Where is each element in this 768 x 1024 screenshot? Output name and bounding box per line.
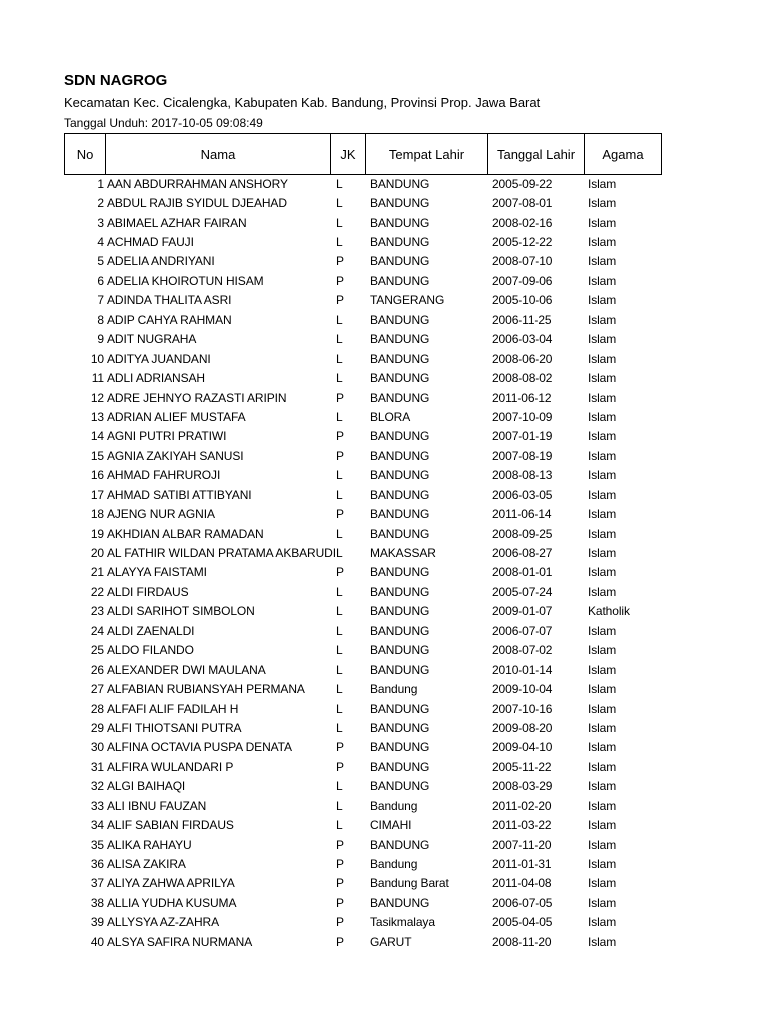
cell-gender: L: [335, 332, 343, 347]
cell-birthdate: 2005-04-05: [491, 915, 553, 930]
cell-name: ADRIAN ALIEF MUSTAFA: [107, 409, 246, 424]
header-no: No: [65, 134, 106, 175]
cell-no: 11: [91, 371, 104, 386]
cell-no: 4: [97, 235, 104, 250]
cell-gender: P: [335, 876, 344, 891]
cell-birthplace: BANDUNG: [369, 720, 430, 735]
cell-birthdate: 2005-07-24: [491, 584, 553, 599]
cell-birthplace: BANDUNG: [369, 215, 430, 230]
cell-no: 19: [90, 526, 104, 541]
table-row: [64, 874, 664, 893]
cell-gender: P: [335, 565, 344, 580]
table-row: [64, 466, 664, 485]
cell-gender: L: [335, 623, 343, 638]
cell-gender: P: [335, 934, 344, 949]
cell-no: 39: [90, 915, 104, 930]
cell-religion: Islam: [587, 351, 617, 366]
table-row: [64, 310, 664, 329]
table-row: [64, 504, 664, 523]
cell-gender: P: [335, 915, 344, 930]
cell-no: 33: [90, 798, 104, 813]
cell-religion: Islam: [587, 215, 617, 230]
cell-gender: P: [335, 254, 344, 269]
table-row: [64, 368, 664, 387]
cell-no: 10: [90, 351, 104, 366]
cell-name: ADIT NUGRAHA: [107, 332, 197, 347]
cell-birthdate: 2007-08-19: [491, 448, 553, 463]
cell-name: ALFIRA WULANDARI P: [107, 759, 234, 774]
cell-religion: Islam: [587, 390, 617, 405]
cell-birthplace: BANDUNG: [369, 895, 430, 910]
table-row: [64, 621, 664, 640]
cell-birthdate: 2011-03-22: [491, 818, 552, 833]
cell-religion: Islam: [587, 468, 617, 483]
cell-birthplace: BLORA: [369, 409, 411, 424]
cell-birthdate: 2011-04-08: [491, 876, 552, 891]
table-row: [64, 835, 664, 854]
cell-gender: P: [335, 507, 344, 522]
cell-no: 3: [97, 215, 104, 230]
school-location: Kecamatan Kec. Cicalengka, Kabupaten Kab. Bandung, Provinsi Prop. Jawa Barat: [64, 95, 541, 110]
cell-birthdate: 2007-11-20: [491, 837, 552, 852]
cell-birthdate: 2007-08-01: [491, 196, 553, 211]
cell-gender: L: [335, 779, 343, 794]
cell-gender: L: [335, 312, 343, 327]
cell-no: 29: [90, 720, 104, 735]
cell-birthdate: 2008-07-02: [491, 643, 553, 658]
cell-no: 30: [90, 740, 104, 755]
cell-religion: Katholik: [587, 604, 630, 619]
cell-birthdate: 2009-08-20: [491, 720, 553, 735]
cell-no: 9: [97, 332, 104, 347]
cell-gender: L: [335, 526, 343, 541]
cell-name: ALIYA ZAHWA APRILYA: [107, 876, 235, 891]
student-rows: [64, 174, 664, 952]
cell-birthdate: 2008-03-29: [491, 779, 553, 794]
cell-birthdate: 2005-09-22: [491, 176, 553, 191]
cell-birthplace: BANDUNG: [369, 759, 430, 774]
cell-no: 14: [90, 429, 104, 444]
cell-no: 34: [90, 818, 104, 833]
cell-gender: P: [335, 740, 344, 755]
table-row: [64, 291, 664, 310]
cell-birthdate: 2007-09-06: [491, 273, 553, 288]
cell-birthdate: 2008-06-20: [491, 351, 553, 366]
cell-birthdate: 2008-01-01: [491, 565, 553, 580]
cell-no: 40: [90, 934, 104, 949]
cell-name: ALSYA SAFIRA NURMANA: [107, 934, 253, 949]
cell-gender: P: [335, 293, 344, 308]
cell-no: 1: [97, 176, 104, 191]
table-row: [64, 854, 664, 873]
cell-no: 23: [90, 604, 104, 619]
cell-birthplace: BANDUNG: [369, 371, 430, 386]
cell-name: ALAYYA FAISTAMI: [107, 565, 207, 580]
cell-birthplace: BANDUNG: [369, 196, 430, 211]
cell-no: 35: [90, 837, 104, 852]
header-gender: JK: [331, 134, 366, 175]
cell-gender: L: [335, 409, 343, 424]
cell-gender: L: [335, 351, 343, 366]
cell-religion: Islam: [587, 565, 617, 580]
cell-gender: L: [335, 604, 343, 619]
cell-name: AGNIA ZAKIYAH SANUSI: [107, 448, 244, 463]
cell-religion: Islam: [587, 915, 617, 930]
cell-gender: L: [335, 798, 343, 813]
cell-religion: Islam: [587, 759, 617, 774]
cell-gender: P: [335, 857, 344, 872]
header-religion: Agama: [585, 134, 662, 175]
cell-no: 26: [90, 662, 104, 677]
cell-birthplace: BANDUNG: [369, 448, 430, 463]
cell-birthdate: 2008-08-02: [491, 371, 553, 386]
cell-gender: L: [335, 487, 343, 502]
cell-religion: Islam: [587, 584, 617, 599]
cell-religion: Islam: [587, 701, 617, 716]
cell-religion: Islam: [587, 720, 617, 735]
table-row: [64, 524, 664, 543]
cell-name: ALEXANDER DWI MAULANA: [107, 662, 266, 677]
cell-birthdate: 2008-02-16: [491, 215, 553, 230]
cell-gender: L: [335, 215, 343, 230]
table-row: [64, 893, 664, 912]
cell-birthplace: BANDUNG: [369, 604, 430, 619]
cell-religion: Islam: [587, 176, 617, 191]
table-row: [64, 174, 664, 193]
table-row: [64, 718, 664, 737]
table-row: [64, 777, 664, 796]
cell-name: AAN ABDURRAHMAN ANSHORY: [107, 176, 288, 191]
cell-birthplace: BANDUNG: [369, 584, 430, 599]
cell-religion: Islam: [587, 507, 617, 522]
cell-birthdate: 2008-11-20: [491, 934, 552, 949]
cell-birthdate: 2011-06-12: [491, 390, 552, 405]
cell-birthplace: BANDUNG: [369, 235, 430, 250]
cell-birthplace: BANDUNG: [369, 254, 430, 269]
table-row: [64, 815, 664, 834]
table-row: [64, 641, 664, 660]
cell-name: ALDI FIRDAUS: [107, 584, 189, 599]
table-row: [64, 699, 664, 718]
table-row: [64, 232, 664, 251]
header-birthdate: Tanggal Lahir: [488, 134, 585, 175]
header-name: Nama: [106, 134, 331, 175]
cell-name: ADIP CAHYA RAHMAN: [107, 312, 232, 327]
cell-name: ADLI ADRIANSAH: [107, 371, 205, 386]
cell-birthplace: CIMAHI: [369, 818, 412, 833]
cell-name: AGNI PUTRI PRATIWI: [107, 429, 227, 444]
cell-no: 13: [90, 409, 104, 424]
cell-religion: Islam: [587, 546, 617, 561]
cell-birthplace: BANDUNG: [369, 662, 430, 677]
cell-name: ALLYSYA AZ-ZAHRA: [107, 915, 219, 930]
cell-gender: L: [335, 546, 343, 561]
cell-gender: P: [335, 448, 344, 463]
cell-gender: P: [335, 837, 344, 852]
cell-religion: Islam: [587, 429, 617, 444]
cell-birthplace: BANDUNG: [369, 273, 430, 288]
cell-gender: P: [335, 273, 344, 288]
cell-religion: Islam: [587, 740, 617, 755]
table-row: [64, 252, 664, 271]
cell-birthplace: Bandung Barat: [369, 876, 449, 891]
table-row: [64, 932, 664, 951]
cell-gender: L: [335, 196, 343, 211]
table-row: [64, 193, 664, 212]
cell-gender: L: [335, 662, 343, 677]
cell-religion: Islam: [587, 779, 617, 794]
cell-no: 12: [90, 390, 104, 405]
cell-name: ABIMAEL AZHAR FAIRAN: [107, 215, 247, 230]
cell-religion: Islam: [587, 293, 617, 308]
cell-name: ALFINA OCTAVIA PUSPA DENATA: [107, 740, 292, 755]
cell-name: ACHMAD FAUJI: [107, 235, 194, 250]
cell-no: 27: [90, 682, 104, 697]
cell-no: 7: [97, 293, 104, 308]
cell-birthdate: 2009-04-10: [491, 740, 553, 755]
cell-birthdate: 2005-12-22: [491, 235, 553, 250]
cell-birthdate: 2008-08-13: [491, 468, 553, 483]
cell-religion: Islam: [587, 643, 617, 658]
cell-birthdate: 2011-02-20: [491, 798, 552, 813]
cell-name: AJENG NUR AGNIA: [107, 507, 215, 522]
cell-birthdate: 2011-01-31: [491, 857, 552, 872]
table-row: [64, 738, 664, 757]
cell-birthplace: BANDUNG: [369, 701, 430, 716]
cell-no: 16: [90, 468, 104, 483]
cell-religion: Islam: [587, 876, 617, 891]
table-row: [64, 388, 664, 407]
cell-name: ADELIA ANDRIYANI: [107, 254, 215, 269]
cell-birthplace: BANDUNG: [369, 779, 430, 794]
cell-religion: Islam: [587, 371, 617, 386]
cell-birthplace: BANDUNG: [369, 507, 430, 522]
cell-gender: L: [335, 468, 343, 483]
cell-name: ALLIA YUDHA KUSUMA: [107, 895, 237, 910]
cell-birthplace: BANDUNG: [369, 526, 430, 541]
cell-birthdate: 2008-07-10: [491, 254, 553, 269]
cell-birthplace: BANDUNG: [369, 623, 430, 638]
cell-gender: L: [335, 682, 343, 697]
table-row: [64, 563, 664, 582]
cell-religion: Islam: [587, 235, 617, 250]
table-row: [64, 602, 664, 621]
cell-birthplace: Tasikmalaya: [369, 915, 435, 930]
cell-birthdate: 2006-08-27: [491, 546, 553, 561]
cell-birthdate: 2006-07-07: [491, 623, 553, 638]
cell-birthplace: BANDUNG: [369, 176, 430, 191]
cell-birthdate: 2006-03-04: [491, 332, 553, 347]
cell-birthplace: BANDUNG: [369, 487, 430, 502]
table-row: [64, 543, 664, 562]
cell-birthdate: 2010-01-14: [491, 662, 553, 677]
table-row: [64, 679, 664, 698]
cell-name: ADINDA THALITA ASRI: [107, 293, 232, 308]
cell-gender: P: [335, 429, 344, 444]
cell-birthplace: BANDUNG: [369, 351, 430, 366]
cell-name: AKHDIAN ALBAR RAMADAN: [107, 526, 264, 541]
cell-no: 21: [90, 565, 104, 580]
cell-religion: Islam: [587, 487, 617, 502]
cell-no: 24: [90, 623, 104, 638]
cell-name: ALIF SABIAN FIRDAUS: [107, 818, 234, 833]
cell-religion: Islam: [587, 332, 617, 347]
cell-no: 20: [90, 546, 104, 561]
cell-birthplace: BANDUNG: [369, 312, 430, 327]
table-row: [64, 582, 664, 601]
cell-religion: Islam: [587, 448, 617, 463]
cell-birthplace: Bandung: [369, 798, 418, 813]
cell-name: ALFI THIOTSANI PUTRA: [107, 720, 242, 735]
cell-gender: L: [335, 818, 343, 833]
cell-religion: Islam: [587, 273, 617, 288]
cell-birthdate: 2007-10-16: [491, 701, 553, 716]
cell-name: ALFAFI ALIF FADILAH H: [107, 701, 239, 716]
cell-name: ADELIA KHOIROTUN HISAM: [107, 273, 264, 288]
cell-birthplace: TANGERANG: [369, 293, 445, 308]
table-row: [64, 446, 664, 465]
cell-gender: L: [335, 720, 343, 735]
table-row: [64, 407, 664, 426]
cell-birthplace: MAKASSAR: [369, 546, 436, 561]
cell-birthdate: 2011-06-14: [491, 507, 552, 522]
cell-no: 22: [90, 584, 104, 599]
cell-name: ALDI SARIHOT SIMBOLON: [107, 604, 255, 619]
cell-religion: Islam: [587, 682, 617, 697]
cell-name: ALDO FILANDO: [107, 643, 194, 658]
cell-name: ALDI ZAENALDI: [107, 623, 195, 638]
cell-gender: P: [335, 759, 344, 774]
table-row: [64, 913, 664, 932]
table-row: [64, 271, 664, 290]
cell-gender: L: [335, 176, 343, 191]
cell-no: 5: [97, 254, 104, 269]
cell-name: ALIKA RAHAYU: [107, 837, 192, 852]
cell-gender: L: [335, 235, 343, 250]
cell-no: 18: [90, 507, 104, 522]
cell-religion: Islam: [587, 409, 617, 424]
cell-birthplace: GARUT: [369, 934, 412, 949]
cell-religion: Islam: [587, 254, 617, 269]
cell-birthplace: Bandung: [369, 682, 418, 697]
cell-no: 36: [90, 857, 104, 872]
cell-birthdate: 2005-11-22: [491, 759, 552, 774]
cell-name: AHMAD FAHRUROJI: [107, 468, 221, 483]
cell-religion: Islam: [587, 196, 617, 211]
cell-birthplace: BANDUNG: [369, 390, 430, 405]
cell-religion: Islam: [587, 623, 617, 638]
cell-no: 6: [97, 273, 104, 288]
cell-no: 31: [90, 759, 104, 774]
cell-name: ABDUL RAJIB SYIDUL DJEAHAD: [107, 196, 287, 211]
cell-no: 25: [90, 643, 104, 658]
table-row: [64, 485, 664, 504]
table-row: [64, 330, 664, 349]
cell-birthdate: 2007-10-09: [491, 409, 553, 424]
cell-name: ADRE JEHNYO RAZASTI ARIPIN: [107, 390, 287, 405]
cell-no: 15: [90, 448, 104, 463]
cell-no: 37: [90, 876, 104, 891]
cell-no: 28: [90, 701, 104, 716]
cell-birthdate: 2007-01-19: [491, 429, 553, 444]
cell-no: 38: [90, 895, 104, 910]
school-name: SDN NAGROG: [64, 72, 168, 89]
cell-birthplace: BANDUNG: [369, 468, 430, 483]
cell-name: AL FATHIR WILDAN PRATAMA AKBARUDI: [107, 546, 336, 561]
cell-name: ALISA ZAKIRA: [107, 857, 186, 872]
cell-religion: Islam: [587, 934, 617, 949]
cell-no: 17: [90, 487, 104, 502]
cell-no: 2: [97, 196, 104, 211]
cell-gender: L: [335, 371, 343, 386]
table-row: [64, 427, 664, 446]
table-row: [64, 796, 664, 815]
student-table: [64, 174, 664, 952]
cell-religion: Islam: [587, 662, 617, 677]
cell-gender: L: [335, 584, 343, 599]
cell-birthplace: BANDUNG: [369, 332, 430, 347]
cell-birthplace: BANDUNG: [369, 643, 430, 658]
cell-religion: Islam: [587, 837, 617, 852]
table-row: [64, 349, 664, 368]
cell-no: 8: [97, 312, 104, 327]
cell-birthdate: 2009-01-07: [491, 604, 553, 619]
cell-name: ALGI BAIHAQI: [107, 779, 186, 794]
cell-birthplace: BANDUNG: [369, 740, 430, 755]
cell-birthdate: 2005-10-06: [491, 293, 553, 308]
table-row: [64, 660, 664, 679]
cell-birthdate: 2009-10-04: [491, 682, 553, 697]
cell-name: ADITYA JUANDANI: [107, 351, 211, 366]
table-header: [64, 133, 662, 175]
cell-religion: Islam: [587, 798, 617, 813]
cell-no: 32: [90, 779, 104, 794]
cell-birthdate: 2006-11-25: [491, 312, 552, 327]
table-row: [64, 757, 664, 776]
cell-gender: P: [335, 390, 344, 405]
cell-gender: L: [335, 643, 343, 658]
cell-gender: P: [335, 895, 344, 910]
cell-name: ALFABIAN RUBIANSYAH PERMANA: [107, 682, 305, 697]
cell-religion: Islam: [587, 895, 617, 910]
download-date: Tanggal Unduh: 2017-10-05 09:08:49: [64, 116, 263, 130]
header-birthplace: Tempat Lahir: [366, 134, 488, 175]
cell-name: AHMAD SATIBI ATTIBYANI: [107, 487, 252, 502]
cell-birthdate: 2006-03-05: [491, 487, 553, 502]
cell-gender: L: [335, 701, 343, 716]
cell-birthdate: 2008-09-25: [491, 526, 553, 541]
table-row: [64, 213, 664, 232]
cell-religion: Islam: [587, 818, 617, 833]
cell-name: ALI IBNU FAUZAN: [107, 798, 207, 813]
cell-religion: Islam: [587, 526, 617, 541]
cell-birthplace: BANDUNG: [369, 837, 430, 852]
cell-birthplace: BANDUNG: [369, 429, 430, 444]
cell-birthplace: BANDUNG: [369, 565, 430, 580]
cell-religion: Islam: [587, 857, 617, 872]
cell-religion: Islam: [587, 312, 617, 327]
cell-birthplace: Bandung: [369, 857, 418, 872]
cell-birthdate: 2006-07-05: [491, 895, 553, 910]
